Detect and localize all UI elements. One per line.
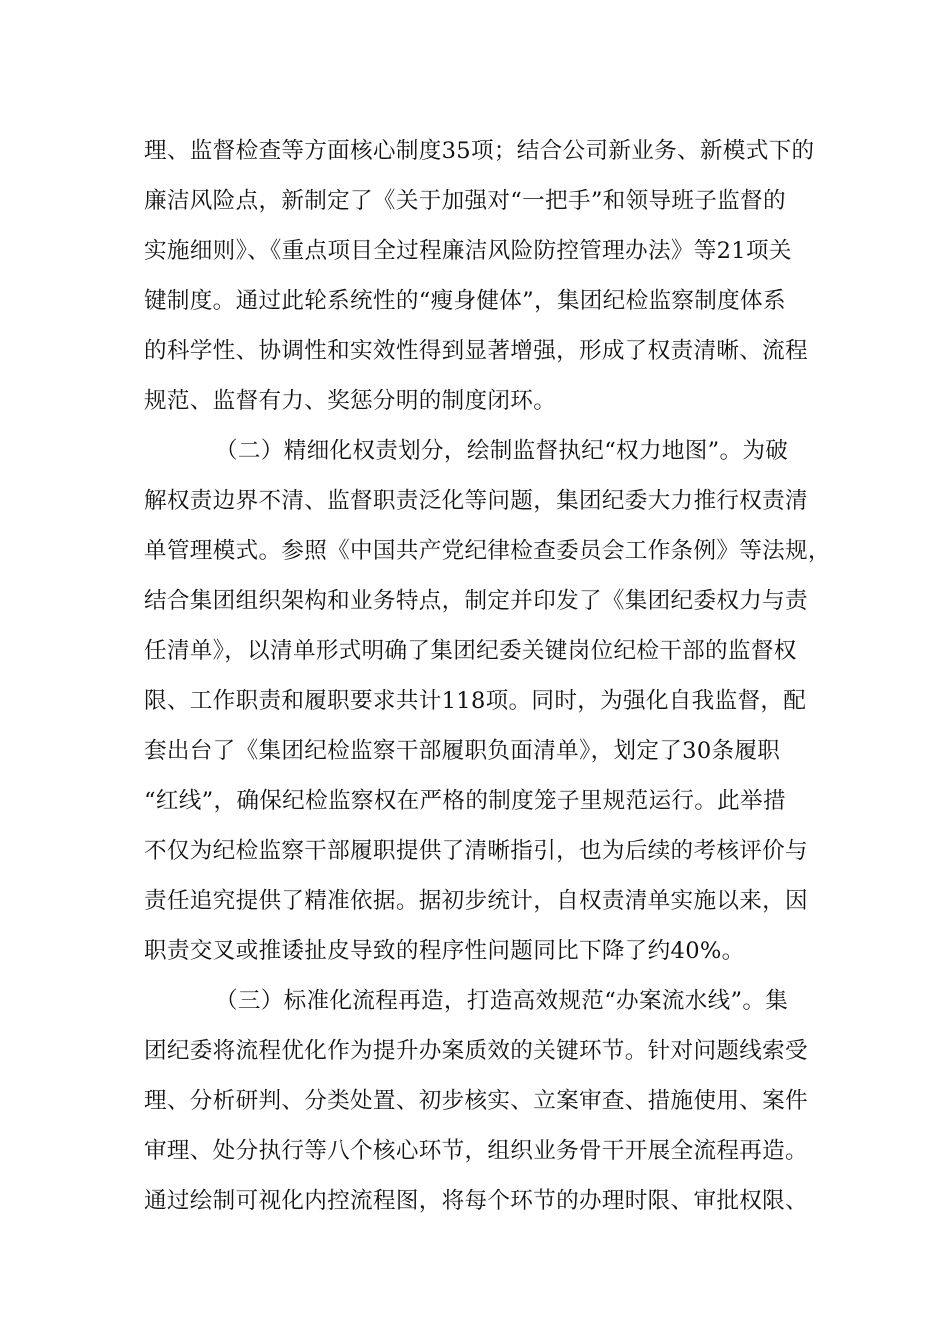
text-line: 审理、处分执行等八个核心环节，组织业务骨干开展全流程再造。 [144, 1138, 808, 1164]
text-line: 的科学性、协调性和实效性得到显著增强，形成了权责清晰、流程 [144, 338, 808, 364]
section-heading-3: （三）标准化流程再造，打造高效规范“办案流水线”。集 [215, 988, 789, 1014]
text-line: 解权责边界不清、监督职责泛化等问题，集团纪委大力推行权责清 [144, 488, 808, 514]
text-line: “红线”，确保纪检监察权在严格的制度笼子里规范运行。此举措 [144, 788, 786, 814]
text-line: 键制度。通过此轮系统性的“瘦身健体”，集团纪检监察制度体系 [144, 288, 786, 314]
text-line: 团纪委将流程优化作为提升办案质效的关键环节。针对问题线索受 [144, 1038, 808, 1064]
text-line: 廉洁风险点，新制定了《关于加强对“一把手”和领导班子监督的 [144, 188, 786, 214]
text-line: 规范、监督有力、奖惩分明的制度闭环。 [144, 388, 557, 414]
text-line: 限、工作职责和履职要求共计118项。同时，为强化自我监督，配 [144, 688, 807, 714]
text-line: 实施细则》、《重点项目全过程廉洁风险防控管理办法》等21项关 [144, 238, 792, 264]
text-line: 理、监督检查等方面核心制度35项；结合公司新业务、新模式下的 [144, 138, 815, 164]
text-line: 套出台了《集团纪检监察干部履职负面清单》，划定了30条履职 [144, 738, 781, 764]
section-heading-2: （二）精细化权责划分，绘制监督执纪“权力地图”。为破 [215, 438, 789, 464]
text-line: 通过绘制可视化内控流程图，将每个环节的办理时限、审批权限、 [144, 1188, 808, 1214]
text-line: 单管理模式。参照《中国共产党纪律检查委员会工作条例》等法规， [144, 538, 831, 564]
text-line: 责任追究提供了精准依据。据初步统计，自权责清单实施以来，因 [144, 888, 808, 914]
text-line: 理、分析研判、分类处置、初步核实、立案审查、措施使用、案件 [144, 1088, 808, 1114]
text-line: 结合集团组织架构和业务特点，制定并印发了《集团纪委权力与责 [144, 588, 808, 614]
text-line: 职责交叉或推诿扯皮导致的程序性问题同比下降了约40%。 [144, 938, 745, 964]
text-line: 任清单》，以清单形式明确了集团纪委关键岗位纪检干部的监督权 [144, 638, 797, 664]
text-line: 不仅为纪检监察干部履职提供了清晰指引，也为后续的考核评价与 [144, 838, 808, 864]
